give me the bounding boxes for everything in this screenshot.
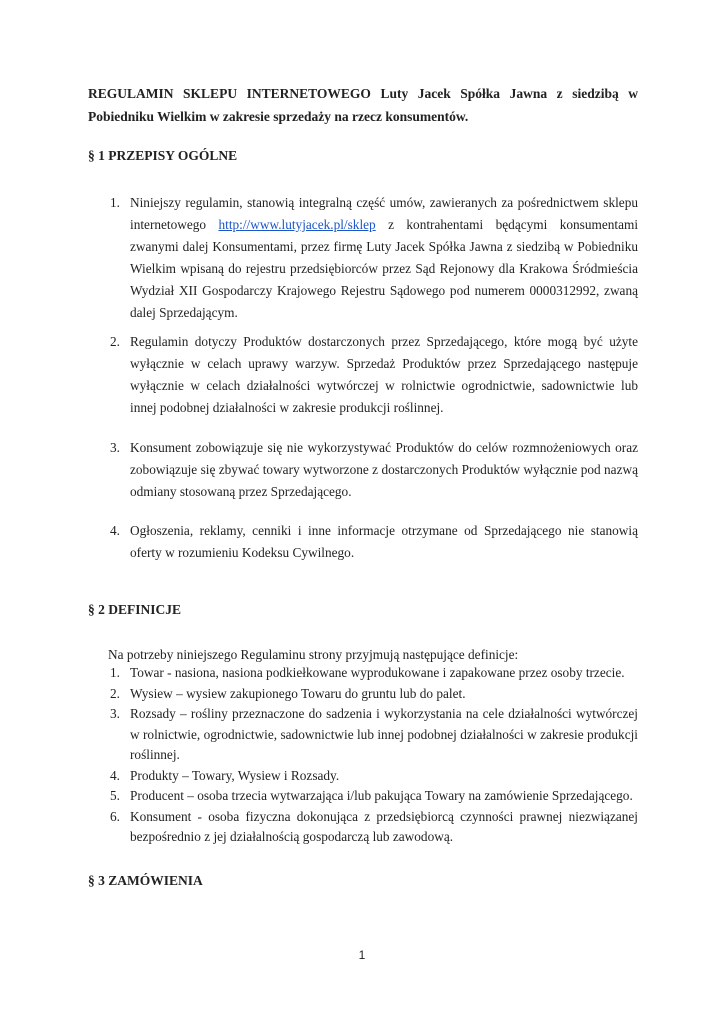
item-number: 6. <box>110 808 120 824</box>
definition-item <box>88 766 638 787</box>
section-1-heading: § 1 PRZEPISY OGÓLNE <box>88 148 238 163</box>
item-number: 1. <box>110 195 120 210</box>
item-text: Ogłoszenia, reklamy, cenniki i inne informacje otrzymane od Sprzedającego nie stanowią oferty w rozumieniu Kodeksu Cywilnego. <box>130 523 638 560</box>
item-text: Regulamin dotyczy Produktów dostarczonych przez Sprzedającego, które mogą być użyte wyłącznie w celach uprawy warzyw. Sprzedaż Produktów przez Sprzedającego następuje wyłącznie w celach działalności wytwórczej w rolnictwie ogrodnictwie, sadownictwie lub innej podobnej działalności w zakresie produkcji roślinnej. <box>130 334 638 415</box>
item-number: 3. <box>110 440 120 455</box>
section-3-heading: § 3 ZAMÓWIENIA <box>88 873 203 888</box>
item-number: 1. <box>110 665 120 680</box>
page-number: 1 <box>358 948 366 962</box>
definition-item <box>88 663 638 684</box>
shop-link[interactable]: http://www.lutyjacek.pl/sklep <box>218 217 376 232</box>
section-2-heading: § 2 DEFINICJE <box>88 602 182 617</box>
document-title: REGULAMIN SKLEPU INTERNETOWEGO Luty Jacek Spółka Jawna z siedzibą w Pobiedniku Wielkim w zakresie sprzedaży na rzecz konsumentów. <box>88 86 638 124</box>
list-item <box>88 331 638 419</box>
definitions-list <box>88 663 638 848</box>
item-number: 2. <box>110 334 120 349</box>
item-text: Producent – osoba trzecia wytwarzająca i/lub pakująca Towary na zamówienie Sprzedającego. <box>130 788 633 803</box>
item-text: Towar - nasiona, nasiona podkiełkowane wyprodukowane i zapakowane przez osoby trzecie. <box>130 665 625 680</box>
item-number: 5. <box>110 788 120 803</box>
item-number: 2. <box>110 685 120 701</box>
item-text: Konsument zobowiązuje się nie wykorzystywać Produktów do celów rozmnożeniowych oraz zobowiązuje się zbywać towary wytworzone z dostarczonych Produktów wyłącznie pod nazwą odmiany stosowaną przez Sprzedającego. <box>130 440 638 499</box>
list-item <box>88 437 638 503</box>
item-number: 4. <box>110 767 120 783</box>
definition-item <box>88 786 638 807</box>
item-number: 4. <box>110 523 120 538</box>
list-item <box>88 520 638 564</box>
item-text: Rozsady – rośliny przeznaczone do sadzenia i wykorzystania na cele działalności wytwórczej w rolnictwie, ogrodnictwie, sadownictwie lub innej podobnej działalności w zakresie produkcji roślinnej. <box>130 706 638 762</box>
item-text: Wysiew – wysiew zakupionego Towaru do gruntu lub do palet. <box>130 685 466 701</box>
item-text: Niniejszy regulamin, stanowią integralną część umów, zawieranych za pośrednictwem sklepu internetowego http://www.lutyjacek.pl/sklep z kontrahentami będącymi konsumentami zwanymi dalej Konsumentami, przez firmę Luty Jacek Spółka Jawna z siedzibą w Pobiedniku Wielkim wpisaną do rejestru przedsiębiorców przez Sąd Rejonowy dla Krakowa Śródmieścia Wydział XII Gospodarczy Krajowego Rejestru Sądowego pod numerem 0000312992, zwaną dalej Sprzedającym. <box>130 195 639 320</box>
item-text: Produkty – Towary, Wysiew i Rozsady. <box>130 767 340 783</box>
item-text: Konsument - osoba fizyczna dokonująca z przedsiębiorcą czynności prawnej niezwiązanej bezpośrednio z jej działalnością gospodarczą lub zawodową. <box>130 808 638 844</box>
definitions-intro: Na potrzeby niniejszego Regulaminu strony przyjmują następujące definicje: <box>108 647 519 662</box>
list-item <box>88 192 638 324</box>
definition-item <box>88 684 638 705</box>
definition-item <box>88 704 638 766</box>
item-number: 3. <box>110 706 120 721</box>
definition-item <box>88 807 638 848</box>
